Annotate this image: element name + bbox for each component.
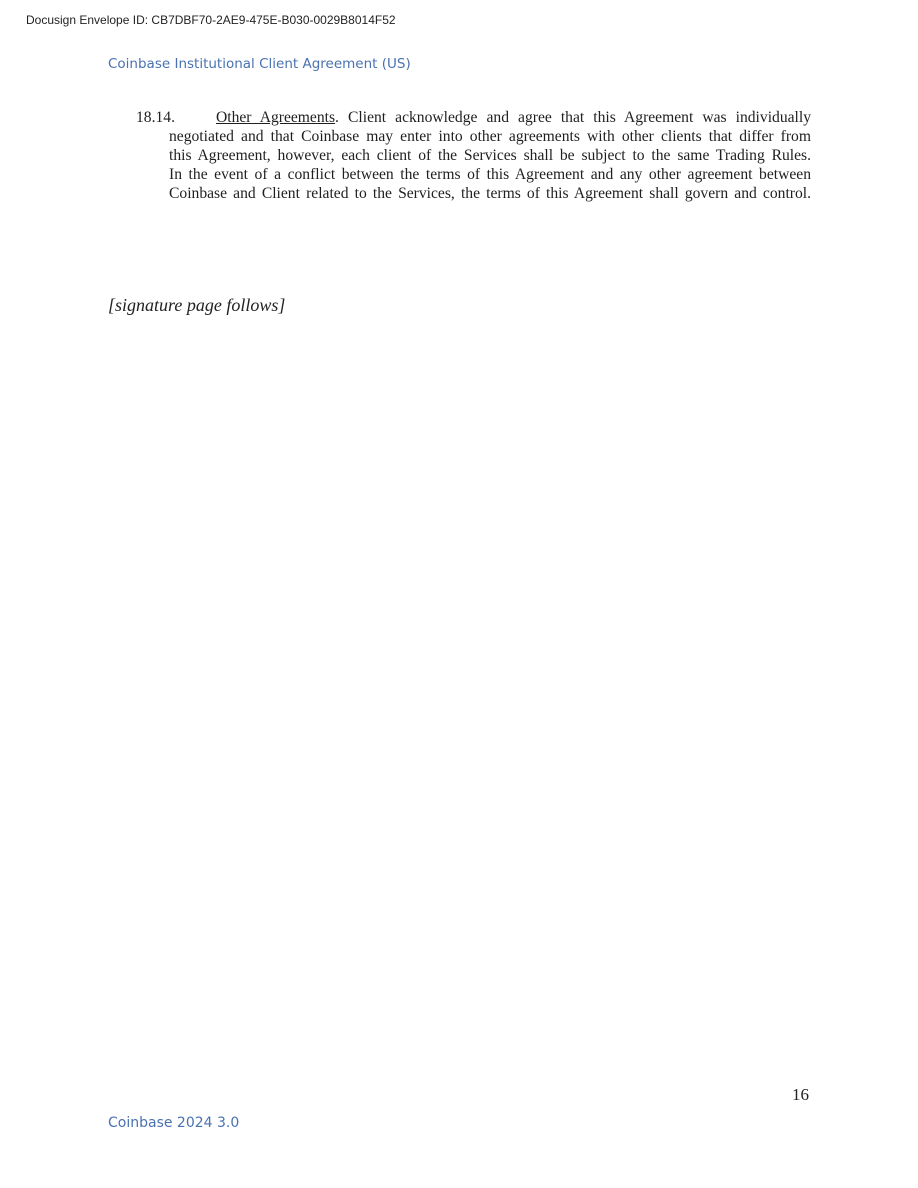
clause-text-line-2: negotiated and that Coinbase may enter into other agreements with other clients that differ from	[169, 128, 811, 145]
clause-text-line-4: In the event of a conflict between the terms of this Agreement and any other agreement between	[169, 166, 811, 183]
page-number: 16	[792, 1085, 809, 1104]
clause-text-line-5: Coinbase and Client related to the Services, the terms of this Agreement shall govern and control.	[169, 185, 811, 202]
clause-text-line-1: . Client acknowledge and agree that this Agreement was individually	[335, 109, 811, 126]
clause-number: 18.14.	[136, 109, 175, 126]
clause-title: Other Agreements	[216, 109, 336, 126]
signature-page-note: [signature page follows]	[108, 295, 286, 315]
envelope-id: Docusign Envelope ID: CB7DBF70-2AE9-475E-B030-0029B8014F52	[26, 13, 396, 27]
document-footer-version: Coinbase 2024 3.0	[108, 1115, 240, 1131]
clause-18-14	[136, 108, 811, 203]
clause-text-line-3: this Agreement, however, each client of the Services shall be subject to the same Trading Rules.	[169, 147, 811, 164]
document-header-title: Coinbase Institutional Client Agreement (US)	[108, 56, 411, 72]
clause-line-1	[136, 108, 811, 127]
